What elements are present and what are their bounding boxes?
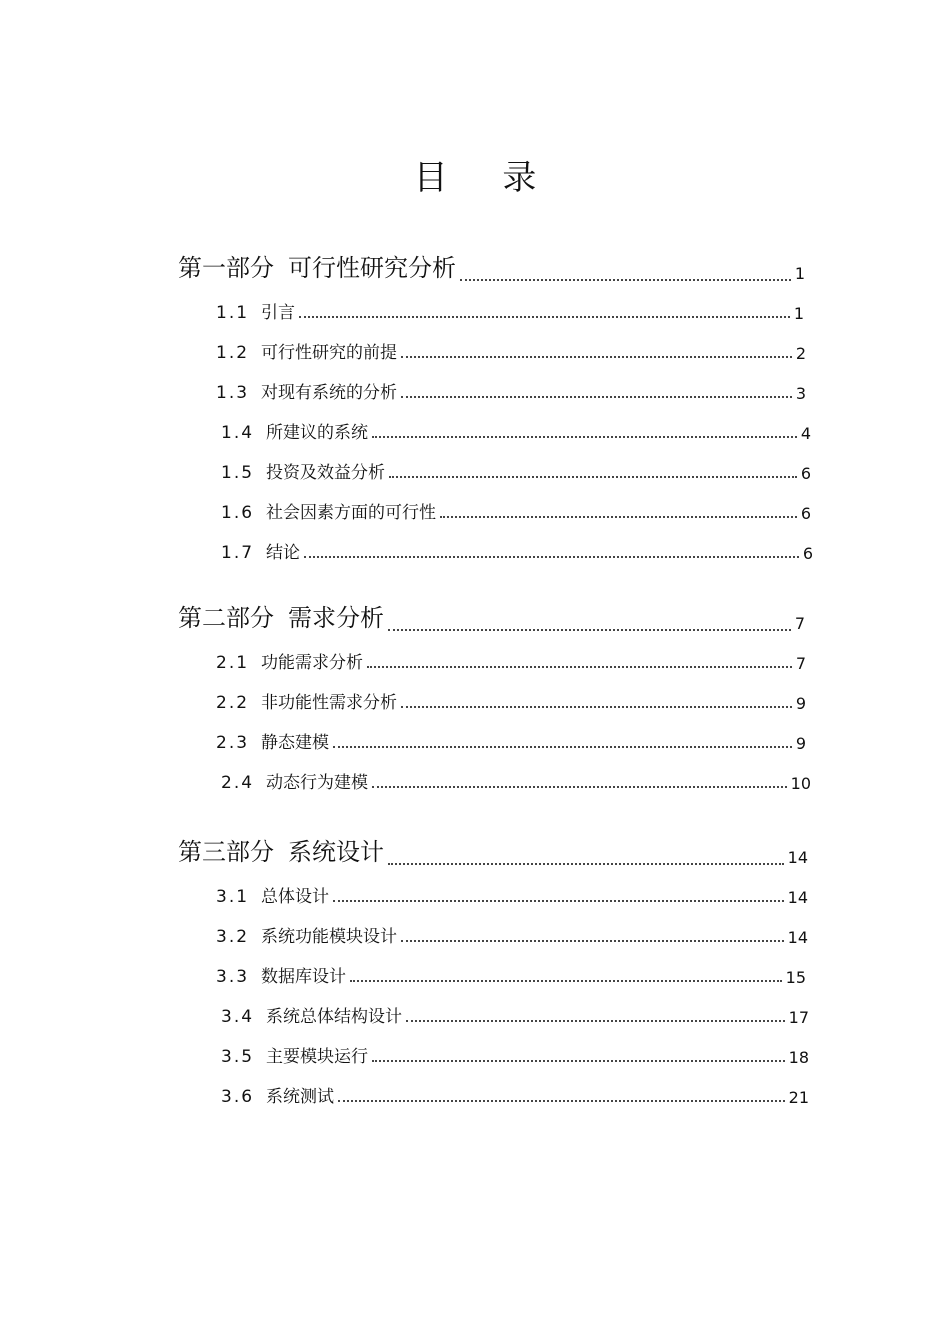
dot-leader — [460, 279, 791, 281]
entry-number: 1.5 — [221, 463, 255, 483]
part-title: 第二部分 — [178, 604, 274, 632]
entry-number: 3.5 — [221, 1047, 255, 1067]
page-number: 9 — [795, 694, 806, 713]
entry-label — [216, 648, 363, 673]
dot-leader — [401, 396, 792, 398]
part-subtitle: 可行性研究分析 — [288, 254, 456, 282]
entry-title: 主要模块运行 — [266, 1047, 369, 1067]
entry-number: 3.4 — [221, 1007, 255, 1027]
entry-title: 静态建模 — [261, 733, 330, 753]
toc-entry-2-2[interactable] — [216, 688, 806, 713]
entry-label — [216, 338, 397, 363]
page-number: 21 — [788, 1088, 809, 1107]
page-number: 10 — [790, 774, 811, 793]
dot-leader — [367, 666, 792, 668]
dot-leader — [372, 786, 787, 788]
entry-title: 所建议的系统 — [266, 423, 369, 443]
entry-title: 投资及效益分析 — [266, 463, 386, 483]
toc-entry-1-5[interactable] — [221, 458, 811, 483]
entry-label — [221, 418, 368, 443]
page-number: 15 — [785, 968, 806, 987]
dot-leader — [401, 706, 792, 708]
dot-leader — [389, 476, 797, 478]
entry-number: 3.6 — [221, 1087, 255, 1107]
toc-entry-1-7[interactable] — [221, 538, 813, 563]
page-number: 14 — [787, 848, 808, 867]
entry-label — [221, 768, 368, 793]
dot-leader — [401, 940, 784, 942]
toc-part-2[interactable] — [178, 598, 805, 633]
page-number: 7 — [794, 614, 805, 633]
entry-label — [216, 688, 397, 713]
entry-title: 总体设计 — [261, 887, 330, 907]
entry-label — [221, 498, 436, 523]
entry-label — [221, 458, 385, 483]
dot-leader — [338, 1100, 785, 1102]
entry-number: 3.1 — [216, 887, 250, 907]
entry-title: 社会因素方面的可行性 — [266, 503, 437, 523]
entry-label — [216, 378, 397, 403]
page-number: 6 — [800, 464, 811, 483]
entry-number: 1.4 — [221, 423, 255, 443]
entry-title: 结论 — [266, 543, 301, 563]
toc-entry-1-4[interactable] — [221, 418, 811, 443]
dot-leader — [388, 629, 791, 631]
entry-title: 功能需求分析 — [261, 653, 364, 673]
entry-label — [216, 882, 329, 907]
page-number: 6 — [802, 544, 813, 563]
part-label — [178, 248, 456, 283]
entry-number: 1.1 — [216, 303, 250, 323]
entry-label — [221, 1082, 334, 1107]
entry-label — [216, 728, 329, 753]
entry-label — [221, 1002, 402, 1027]
toc-entry-2-3[interactable] — [216, 728, 806, 753]
toc-entry-2-1[interactable] — [216, 648, 806, 673]
page-number: 18 — [788, 1048, 809, 1067]
toc-title: 目 录 — [413, 158, 559, 198]
entry-title: 引言 — [261, 303, 296, 323]
entry-number: 2.3 — [216, 733, 250, 753]
entry-label — [221, 1042, 368, 1067]
toc-entry-1-1[interactable] — [216, 298, 804, 323]
toc-part-1[interactable] — [178, 248, 805, 283]
entry-number: 2.2 — [216, 693, 250, 713]
part-title: 第一部分 — [178, 254, 274, 282]
part-label — [178, 598, 384, 633]
toc-entry-2-4[interactable] — [221, 768, 811, 793]
toc-entry-3-4[interactable] — [221, 1002, 809, 1027]
page-number: 14 — [787, 888, 808, 907]
entry-title: 系统测试 — [266, 1087, 335, 1107]
entry-title: 非功能性需求分析 — [261, 693, 398, 713]
entry-title: 数据库设计 — [261, 967, 347, 987]
entry-number: 1.2 — [216, 343, 250, 363]
part-subtitle: 需求分析 — [288, 604, 384, 632]
entry-title: 可行性研究的前提 — [261, 343, 398, 363]
page-number: 9 — [795, 734, 806, 753]
part-label — [178, 832, 384, 867]
entry-title: 动态行为建模 — [266, 773, 369, 793]
dot-leader — [350, 980, 782, 982]
page-number: 4 — [800, 424, 811, 443]
page-number: 1 — [793, 304, 804, 323]
toc-entry-1-3[interactable] — [216, 378, 806, 403]
toc-part-3[interactable] — [178, 832, 808, 867]
page-number: 6 — [800, 504, 811, 523]
toc-entry-3-1[interactable] — [216, 882, 808, 907]
dot-leader — [401, 356, 792, 358]
entry-title: 系统总体结构设计 — [266, 1007, 403, 1027]
dot-leader — [372, 436, 797, 438]
part-title: 第三部分 — [178, 838, 274, 866]
dot-leader — [388, 863, 784, 865]
toc-entry-1-6[interactable] — [221, 498, 811, 523]
entry-title: 系统功能模块设计 — [261, 927, 398, 947]
page-number: 14 — [787, 928, 808, 947]
entry-number: 3.3 — [216, 967, 250, 987]
page-number: 2 — [795, 344, 806, 363]
page-number: 17 — [788, 1008, 809, 1027]
dot-leader — [440, 516, 797, 518]
entry-number: 2.1 — [216, 653, 250, 673]
toc-entry-3-5[interactable] — [221, 1042, 809, 1067]
entry-label — [216, 298, 295, 323]
dot-leader — [299, 316, 790, 318]
entry-label — [216, 962, 346, 987]
entry-number: 1.6 — [221, 503, 255, 523]
page-number: 7 — [795, 654, 806, 673]
dot-leader — [333, 900, 784, 902]
page-number: 3 — [795, 384, 806, 403]
entry-title: 对现有系统的分析 — [261, 383, 398, 403]
entry-number: 1.3 — [216, 383, 250, 403]
dot-leader — [372, 1060, 785, 1062]
entry-label — [221, 538, 300, 563]
page-number: 1 — [794, 264, 805, 283]
entry-label — [216, 922, 397, 947]
toc-entry-3-3[interactable] — [216, 962, 806, 987]
dot-leader — [333, 746, 792, 748]
entry-number: 2.4 — [221, 773, 255, 793]
dot-leader — [406, 1020, 785, 1022]
dot-leader — [304, 556, 799, 558]
entry-number: 3.2 — [216, 927, 250, 947]
toc-entry-3-2[interactable] — [216, 922, 808, 947]
toc-entry-1-2[interactable] — [216, 338, 806, 363]
toc-entry-3-6[interactable] — [221, 1082, 809, 1107]
entry-number: 1.7 — [221, 543, 255, 563]
part-subtitle: 系统设计 — [288, 838, 384, 866]
